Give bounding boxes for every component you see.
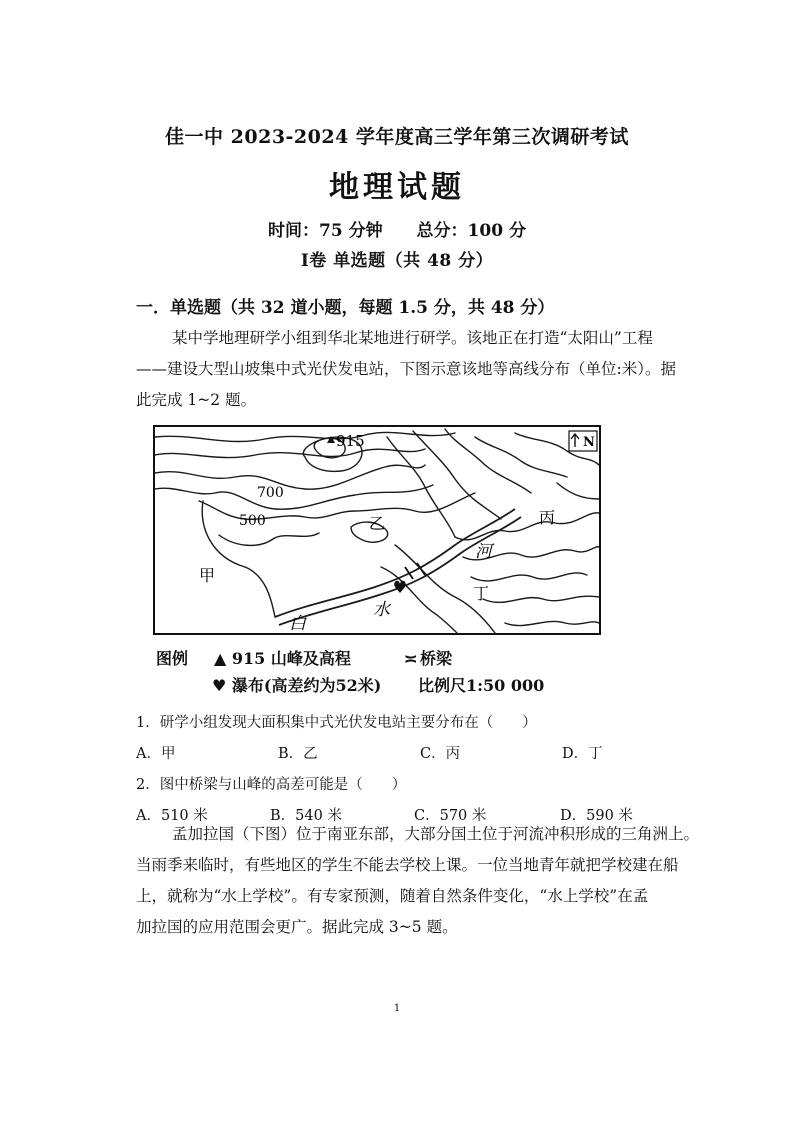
legend-bridge (404, 646, 452, 669)
question-1-stem: 1．研学小组发现大面积集中式光伏发电站主要分布在（ ） (136, 715, 537, 731)
question-2-stem: 2．图中桥梁与山峰的高差可能是（ ） (136, 777, 407, 793)
place-label-jia: 甲 (199, 566, 216, 585)
contour-map-svg (155, 427, 599, 633)
river-label-shui: 水 (373, 600, 390, 620)
page-number: 1 (393, 1003, 401, 1014)
passage2-line1: 孟加拉国（下图）位于南亚东部，大部分国土位于河流冲积形成的三角洲上。 (172, 825, 700, 843)
bridge-legend-icon: ≍ (404, 649, 415, 668)
exam-info (0, 216, 794, 241)
question-1-option-a: A．甲 (136, 746, 176, 762)
volume-label: Ⅰ卷 单选题（共 48 分） (300, 251, 494, 271)
passage2-line4: 加拉国的应用范围会更广。据此完成 3~5 题。 (136, 918, 458, 936)
passage2-line2: 当雨季来临时，有些地区的学生不能去学校上课。一位当地青年就把学校建在船 (136, 856, 679, 874)
question-2-option-c: C．570 米 (414, 808, 487, 824)
legend-bridge-label: 桥梁 (419, 649, 452, 668)
exam-title: 佳一中 2023-2024 学年度高三学年第三次调研考试 (165, 126, 629, 148)
waterfall-legend-icon: ♥ (212, 676, 227, 695)
place-label-bing: 丙 (539, 508, 556, 527)
passage1-line1: 某中学地理研学小组到华北某地进行研学。该地正在打造“太阳山”工程 (172, 329, 653, 347)
legend-waterfall-label: 瀑布(高差约为52米) (231, 676, 382, 695)
section-heading: 一．单选题（共 32 道小题，每题 1.5 分，共 48 分） (136, 298, 555, 318)
waterfall-symbol (394, 581, 405, 593)
question-1-option-c: C．丙 (420, 746, 461, 762)
passage1-line3: 此完成 1~2 题。 (136, 391, 257, 409)
legend-peak-label: 915 山峰及高程 (231, 649, 351, 668)
question-2-option-a: A．510 米 (136, 808, 208, 824)
passage1-line2: ——建设大型山坡集中式光伏发电站，下图示意该地等高线分布（单位:米）。据 (136, 360, 676, 378)
time-label: 时间：75 分钟 (268, 221, 383, 241)
legend-scale: 比例尺1:50 000 (418, 676, 545, 695)
legend-waterfall (212, 673, 381, 696)
contour-label-915: 915 (336, 432, 365, 450)
passage2-line3: 上，就称为“水上学校”。有专家预测，随着自然条件变化，“水上学校”在孟 (136, 887, 649, 905)
peak-legend-icon: ▲ (214, 649, 227, 668)
question-2-option-d: D．590 米 (560, 808, 633, 824)
river-label-bai: 白 (289, 614, 306, 633)
score-label: 总分：100 分 (416, 221, 526, 241)
legend-prefix: 图例 (156, 649, 189, 668)
contour-label-700: 700 (257, 485, 284, 501)
contour-label-500: 500 (239, 513, 266, 529)
river-lines (275, 509, 521, 625)
contour-map (153, 425, 601, 635)
question-1-option-d: D．丁 (562, 746, 603, 762)
north-label: N (583, 435, 595, 450)
question-1-option-b: B．乙 (278, 746, 318, 762)
place-label-yi: 乙 (369, 514, 386, 533)
river-label-he: 河 (475, 542, 492, 562)
question-2-option-b: B．540 米 (270, 808, 342, 824)
place-label-ding: 丁 (473, 584, 490, 603)
legend-peak (214, 646, 351, 669)
subject-title: 地理试题 (329, 170, 465, 205)
